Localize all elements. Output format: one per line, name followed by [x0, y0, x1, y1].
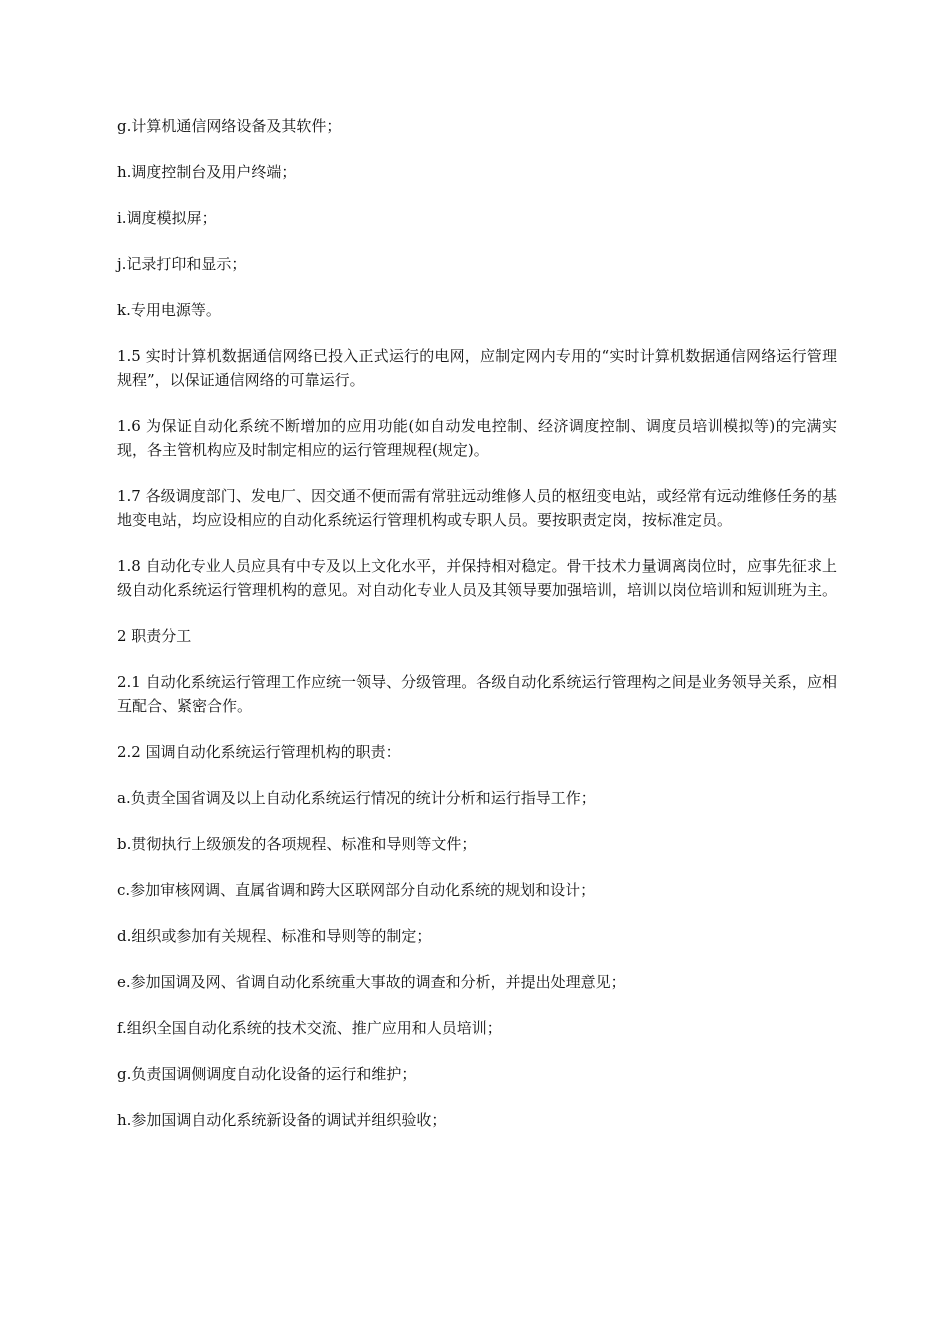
- clause-1-8: 1.8 自动化专业人员应具有中专及以上文化水平，并保持相对稳定。骨干技术力量调离岗位时，应事先征求上级自动化系统运行管理机构的意见。对自动化专业人员及其领导要加强培训，培训以岗位培训和短训班为主。: [117, 557, 838, 599]
- section-heading-2: 2 职责分工: [117, 627, 192, 645]
- clause-1-5: 1.5 实时计算机数据通信网络已投入正式运行的电网，应制定网内专用的“实时计算机数据通信网络运行管理规程”，以保证通信网络的可靠运行。: [117, 347, 837, 389]
- list-item-k-power-supply: k.专用电源等。: [117, 301, 221, 319]
- duty-item-a: a.负责全国省调及以上自动化系统运行情况的统计分析和运行指导工作；: [117, 789, 596, 807]
- duty-item-h: h.参加国调自动化系统新设备的调试并组织验收；: [117, 1111, 447, 1129]
- clause-1-7: 1.7 各级调度部门、发电厂、因交通不便而需有常驻远动维修人员的枢纽变电站，或经常有远动维修任务的基地变电站，均应设相应的自动化系统运行管理机构或专职人员。要按职责定岗，按标准定员。: [117, 487, 837, 529]
- clause-1-6: 1.6 为保证自动化系统不断增加的应用功能(如自动发电控制、经济调度控制、调度员培训模拟等)的完满实现，各主管机构应及时制定相应的运行管理规程(规定)。: [117, 417, 837, 459]
- duty-item-b: b.贯彻执行上级颁发的各项规程、标准和导则等文件；: [117, 835, 477, 853]
- list-item-g-network-equipment: g.计算机通信网络设备及其软件；: [117, 117, 342, 135]
- duty-item-c: c.参加审核网调、直属省调和跨大区联网部分自动化系统的规划和设计；: [117, 881, 596, 899]
- duty-item-f: f.组织全国自动化系统的技术交流、推广应用和人员培训；: [117, 1019, 502, 1037]
- duty-item-d: d.组织或参加有关规程、标准和导则等的制定；: [117, 927, 432, 945]
- duty-item-g: g.负责国调侧调度自动化设备的运行和维护；: [117, 1065, 417, 1083]
- clause-2-2: 2.2 国调自动化系统运行管理机构的职责：: [117, 743, 401, 761]
- clause-2-1: 2.1 自动化系统运行管理工作应统一领导、分级管理。各级自动化系统运行管理构之间是业务领导关系，应相互配合、紧密合作。: [117, 673, 837, 715]
- list-item-j-print-display: j.记录打印和显示；: [117, 255, 247, 273]
- list-item-h-console: h.调度控制台及用户终端；: [117, 163, 297, 181]
- duty-item-e: e.参加国调及网、省调自动化系统重大事故的调查和分析，并提出处理意见；: [117, 973, 626, 991]
- document-body: [117, 114, 837, 1154]
- list-item-i-simulation-screen: i.调度模拟屏；: [117, 209, 217, 227]
